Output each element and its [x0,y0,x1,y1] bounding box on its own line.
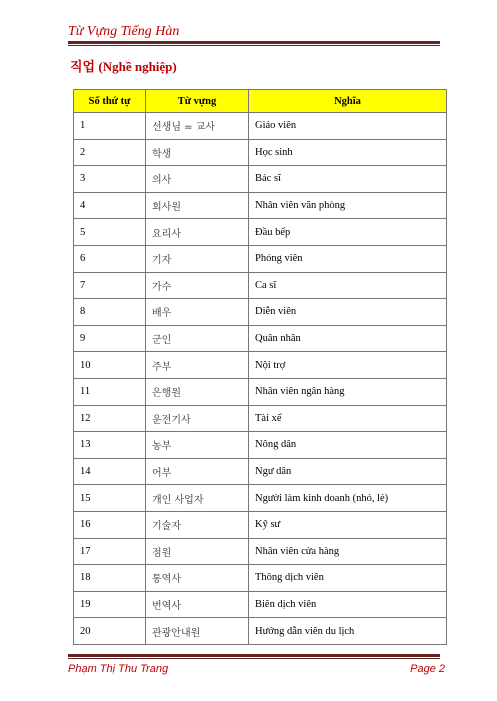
korean-word-cell: 기자 [146,245,249,272]
table-row [74,485,447,512]
table-row [74,245,447,272]
meaning-cell: Quân nhân [249,325,447,352]
row-number-cell: 9 [74,325,146,352]
korean-word-cell: 농부 [146,432,249,459]
korean-word-cell: 학생 [146,139,249,166]
korean-word-cell: 의사 [146,166,249,193]
korean-word-cell: 요리사 [146,219,249,246]
document-header-title: Từ Vựng Tiếng Hàn [68,24,180,39]
table-body [74,113,447,645]
row-number-cell: 10 [74,352,146,379]
meaning-cell: Ca sĩ [249,272,447,299]
row-number-cell: 8 [74,299,146,326]
row-number-cell: 11 [74,378,146,405]
korean-word-cell: 군인 [146,325,249,352]
meaning-cell: Nhân viên cửa hàng [249,538,447,565]
meaning-cell: Biên dịch viên [249,591,447,618]
row-number-cell: 20 [74,618,146,645]
row-number-cell: 5 [74,219,146,246]
row-number-cell: 15 [74,485,146,512]
meaning-cell: Phóng viên [249,245,447,272]
korean-word-cell: 기술자 [146,511,249,538]
meaning-cell: Hướng dẫn viên du lịch [249,618,447,645]
korean-word-cell: 가수 [146,272,249,299]
table-row [74,325,447,352]
row-number-cell: 7 [74,272,146,299]
row-number-cell: 17 [74,538,146,565]
meaning-cell: Bác sĩ [249,166,447,193]
row-number-cell: 18 [74,565,146,592]
footer-divider-thin [68,658,440,659]
footer-page-number: Page 2 [410,663,445,675]
table-row [74,405,447,432]
row-number-cell: 13 [74,432,146,459]
table-row [74,432,447,459]
korean-word-cell: 통역사 [146,565,249,592]
table-row [74,352,447,379]
meaning-cell: Nông dân [249,432,447,459]
korean-word-cell: 배우 [146,299,249,326]
meaning-cell: Giáo viên [249,113,447,140]
table-row [74,618,447,645]
row-number-cell: 19 [74,591,146,618]
table-header-row [74,90,447,113]
row-number-cell: 6 [74,245,146,272]
row-number-cell: 14 [74,458,146,485]
table-row [74,378,447,405]
table-row [74,458,447,485]
meaning-cell: Thông dịch viên [249,565,447,592]
meaning-cell: Người làm kinh doanh (nhỏ, lẻ) [249,485,447,512]
column-header-meaning: Nghĩa [249,90,447,113]
korean-word-cell: 은행원 [146,378,249,405]
footer-divider [68,654,440,657]
meaning-cell: Nội trợ [249,352,447,379]
table-row [74,113,447,140]
header-divider-thin [68,45,440,46]
korean-word-cell: 어부 [146,458,249,485]
table-row [74,565,447,592]
table-row [74,139,447,166]
korean-word-cell: 회사원 [146,192,249,219]
table-row [74,299,447,326]
section-heading: 직업 (Nghề nghiệp) [70,59,177,74]
meaning-cell: Đầu bếp [249,219,447,246]
column-header-word: Từ vựng [146,90,249,113]
header-divider [68,41,440,44]
row-number-cell: 4 [74,192,146,219]
meaning-cell: Kỹ sư [249,511,447,538]
column-header-number: Số thứ tự [74,90,146,113]
korean-word-cell: 개인 사업자 [146,485,249,512]
korean-word-cell: 운전기사 [146,405,249,432]
table-row [74,166,447,193]
table-row [74,591,447,618]
table-row [74,219,447,246]
korean-word-cell: 선생님 = 교사 [146,113,249,140]
meaning-cell: Nhân viên văn phòng [249,192,447,219]
row-number-cell: 16 [74,511,146,538]
table-row [74,538,447,565]
footer-author: Phạm Thị Thu Trang [68,663,169,675]
meaning-cell: Học sinh [249,139,447,166]
korean-word-cell: 주부 [146,352,249,379]
vocabulary-table [73,89,447,645]
table-row [74,192,447,219]
meaning-cell: Diễn viên [249,299,447,326]
row-number-cell: 3 [74,166,146,193]
meaning-cell: Ngư dân [249,458,447,485]
table-row [74,272,447,299]
meaning-cell: Nhân viên ngân hàng [249,378,447,405]
korean-word-cell: 번역사 [146,591,249,618]
korean-word-cell: 점원 [146,538,249,565]
row-number-cell: 1 [74,113,146,140]
korean-word-cell: 관광안내원 [146,618,249,645]
meaning-cell: Tài xế [249,405,447,432]
row-number-cell: 2 [74,139,146,166]
row-number-cell: 12 [74,405,146,432]
table-row [74,511,447,538]
